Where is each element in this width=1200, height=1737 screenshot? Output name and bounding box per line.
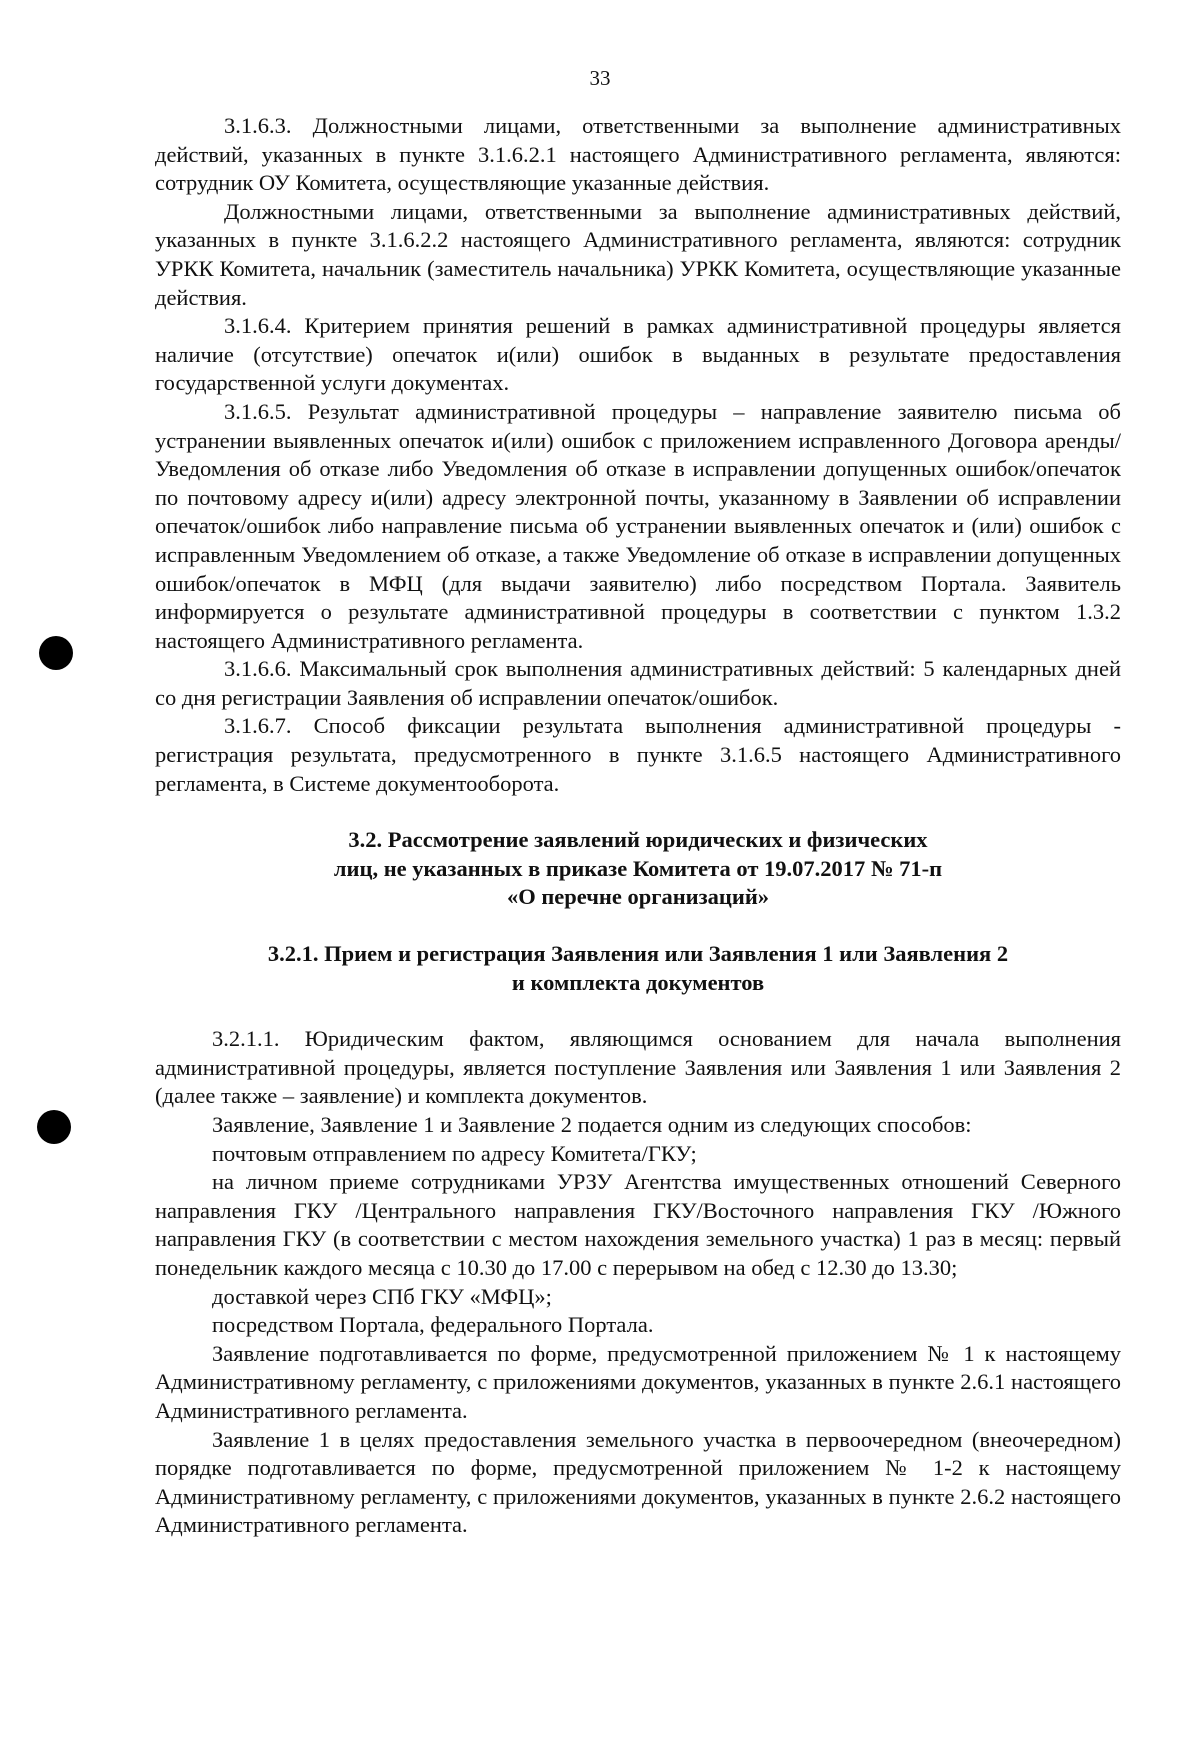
paragraph-3-1-6-5: 3.1.6.5. Результат административной процедуры – направление заявителю письма об устранении выявленных опечаток и(или) ошибок с приложением исправленного Договора аренды/Уведомления об отказе либо Уведомления об отказе в исправлении допущенных ошибок/опечаток по почтовому адресу и(или) адресу электронной почты, указанному в Заявлении об исправлении опечаток/ошибок либо направление письма об устранении выявленных опечаток и (или) ошибок с исправленным Уведомлением об отказе, а также Уведомление об отказе в исправлении допущенных ошибок/опечаток в МФЦ (для выдачи заявителю) либо посредством Портала. Заявитель информируется о результате административной процедуры в соответствии с пунктом 1.3.2 настоящего Административного регламента.: [155, 398, 1121, 653]
punch-hole-mark: [39, 636, 73, 670]
heading-line: и комплекта документов: [511, 969, 765, 995]
section-heading-3-2: [155, 826, 1121, 912]
page-number: 33: [589, 66, 611, 90]
heading-line: 3.2. Рассмотрение заявлений юридических и физических: [348, 827, 928, 853]
section-heading-3-2-1: [155, 940, 1121, 997]
paragraph-application-form: Заявление подготавливается по форме, предусмотренной приложением № 1 к настоящему Административному регламенту, с приложениями документов, указанных в пункте 2.6.1 настоящего Административного регламента.: [155, 1340, 1121, 1423]
paragraph-by-post: почтовым отправлением по адресу Комитета/ГКУ;: [212, 1140, 697, 1166]
paragraph-3-1-6-7: 3.1.6.7. Способ фиксации результата выполнения административной процедуры - регистрация результата, предусмотренного в пункте 3.1.6.5 настоящего Административного регламента, в Системе документооборота.: [155, 713, 1121, 796]
paragraph-3-2-1-1: 3.2.1.1. Юридическим фактом, являющимся основанием для начала выполнения административной процедуры, является поступление Заявления или Заявления 1 или Заявления 2 (далее также – заявление) и комплекта документов.: [155, 1026, 1121, 1109]
paragraph-personal-reception: на личном приеме сотрудниками УРЗУ Агентства имущественных отношений Северного направления ГКУ /Центрального направления ГКУ/Восточного направления ГКУ /Южного направления ГКУ (в соответствии с местом нахождения земельного участка) 1 раз в месяц: первый понедельник каждого месяца с 10.30 до 17.00 с перерывом на обед с 12.30 до 13.30;: [155, 1169, 1121, 1280]
paragraph-application-1-form: Заявление 1 в целях предоставления земельного участка в первоочередном (внеочередном) порядке подготавливается по форме, предусмотренной приложением № 1-2 к настоящему Административному регламенту, с приложениями документов, указанных в пункте 2.6.2 настоящего Административного регламента.: [155, 1426, 1121, 1538]
heading-line: «О перечне организаций»: [506, 884, 770, 910]
heading-line: 3.2.1. Прием и регистрация Заявления или Заявления 1 или Заявления 2: [267, 941, 1009, 967]
document-body: [155, 112, 1121, 1540]
paragraph-submission-methods: Заявление, Заявление 1 и Заявление 2 подается одним из следующих способов:: [212, 1112, 972, 1137]
paragraph-3-1-6-3: 3.1.6.3. Должностными лицами, ответственными за выполнение административных действий, указанных в пункте 3.1.6.2.1 настоящего Административного регламента, являются: сотрудник ОУ Комитета, осуществляющие указанные действия.: [155, 113, 1121, 196]
punch-hole-mark: [37, 1110, 71, 1144]
heading-line: лиц, не указанных в приказе Комитета от 19.07.2017 № 71-п: [333, 855, 943, 881]
paragraph-mfc-delivery: доставкой через СПб ГКУ «МФЦ»;: [212, 1283, 552, 1309]
paragraph-officials: Должностными лицами, ответственными за выполнение административных действий, указанных в пункте 3.1.6.2.2 настоящего Административного регламента, являются: сотрудник УРКК Комитета, начальник (заместитель начальника) УРКК Комитета, осуществляющие указанные действия.: [155, 198, 1121, 310]
paragraph-portal: посредством Портала, федерального Портала.: [212, 1312, 654, 1338]
paragraph-3-1-6-4: 3.1.6.4. Критерием принятия решений в рамках административной процедуры является наличие (отсутствие) опечаток и(или) ошибок в выданных в результате предоставления государственной услуги документах.: [155, 313, 1121, 396]
paragraph-3-1-6-6: 3.1.6.6. Максимальный срок выполнения административных действий: 5 календарных дней со дня регистрации Заявления об исправлении опечаток/ошибок.: [155, 656, 1121, 710]
